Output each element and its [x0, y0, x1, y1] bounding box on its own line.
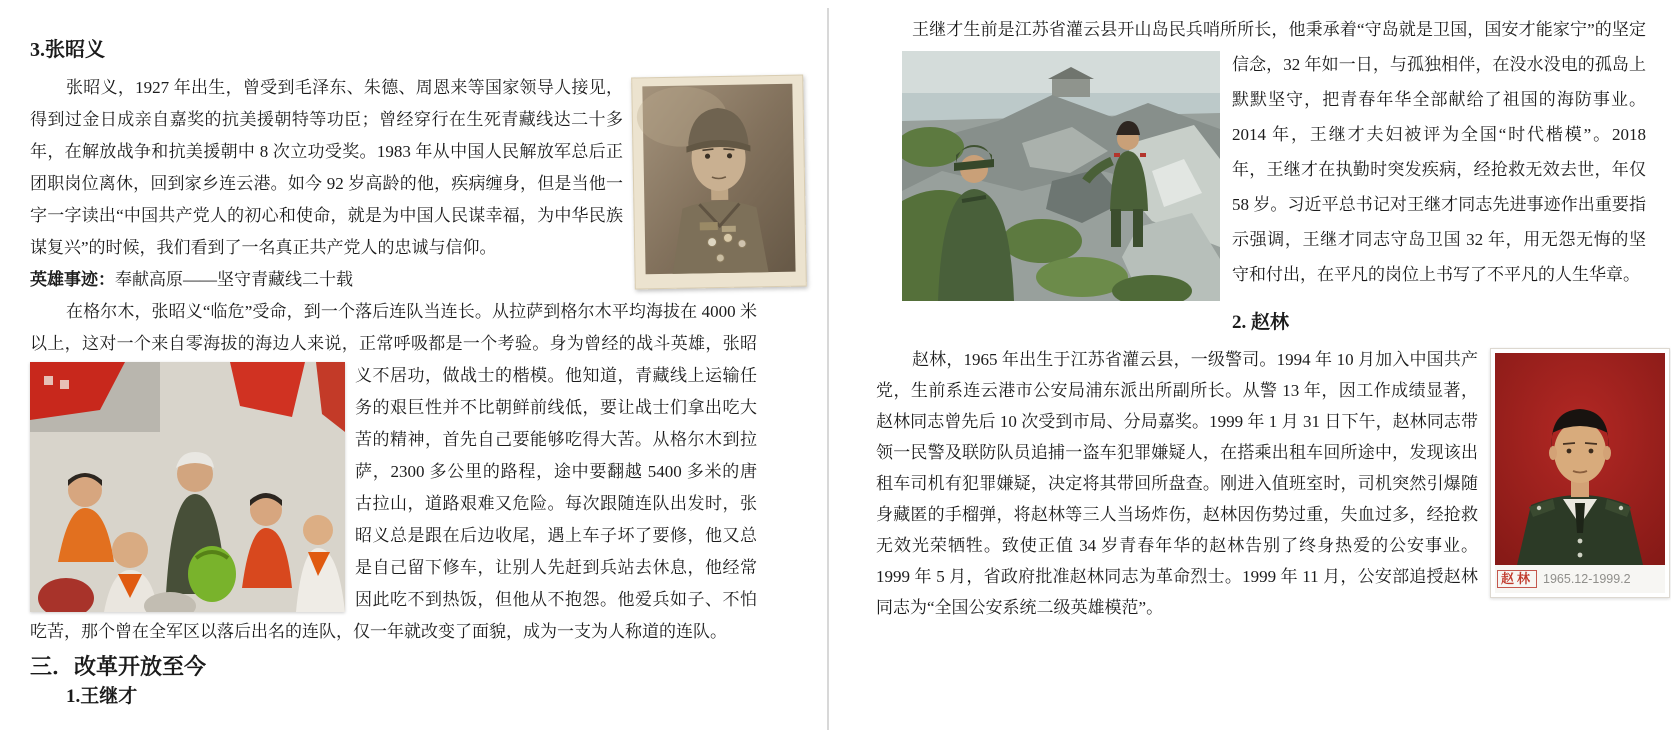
- zhang-story-text-b: 张昭义不居功，做战士的楷模。他知道，青藏线上运输任务的艰巨性并不比朝鲜前线低，要让战士们拿出吃大苦的精神，首先自己要能够吃得大苦。从格尔木到拉萨，2300 多公里的路程，途中要翻越 5400 多米的唐古拉山，道路艰难又危险。每次跟随连队出发时，张昭义总是跟在后边收尾，遇上车子坏了要修，他又总是自己留下修车，让别人先赶到兵站去休息，他经常因此吃不到热饭，但他从不抱怨。他爱兵如子、不怕吃苦，那个曾在全军区以落后出名的连队，仅一年就改变了面貌，成为一支为人称道的连队。: [30, 334, 758, 641]
- wang-para-text-a: 王继才生前是江苏省灌云县开山岛民兵哨所所长，他秉承着“守岛就是卫国，国安才: [912, 20, 1536, 39]
- zhang-with-children-photo: [30, 362, 345, 612]
- subheading-wang-jicai: 1.王继才: [66, 686, 138, 707]
- wang-jicai-paragraph: [876, 12, 1646, 292]
- zhang-intro-paragraph: [30, 72, 757, 264]
- page-left: [30, 36, 757, 710]
- zhang-story-text-a: 在格尔木，张昭义“临危”受命，到一个落后连队当连长。从拉萨到格尔木平均海拔在 4000 米以上，这对一个来自零海拔的海边人来说，正常呼吸都是一个考验。身为曾经的战斗英雄，: [30, 302, 757, 353]
- zhao-lin-caption-dates: 1965.12-1999.2: [1543, 572, 1631, 586]
- page-divider: [827, 8, 829, 730]
- zhao-lin-paragraph: [876, 344, 1646, 623]
- subheading-zhao-lin: 2. 赵林: [1232, 312, 1290, 333]
- zhang-intro-text: 张昭义，1927 年出生，曾受到毛泽东、朱德、周恩来等国家领导人接见，得到过金日成亲自嘉奖的抗美援朝特等功臣；曾经穿行在生死青藏线达二十多年，在解放战争和抗美援朝中 8 次立功受奖。1983 年从中国人民解放军总后正团职岗位离休，回到家乡连云港。如今 92 岁高龄的他，疾病缠身，但是当他一字一字读出“中国共产党人的初心和使命，就是为中国人民谋幸福，为中华民族谋复兴”的时候，我们看到了一名真正共产党人的忠诚与信仰。: [30, 78, 623, 257]
- wang-jicai-island-photo: [902, 51, 1220, 301]
- zhang-story-paragraph: [30, 296, 757, 648]
- zhang-with-children-art: [30, 362, 345, 612]
- zhao-lin-caption-name: 赵林: [1497, 570, 1537, 588]
- section-heading-reform-era: 三．改革开放至今: [30, 654, 207, 679]
- section-heading-zhang-zhaoyi: 3.张昭义: [30, 39, 105, 61]
- wang-jicai-island-art: [902, 51, 1220, 301]
- zhao-lin-photo-caption: [1495, 565, 1665, 593]
- zhao-lin-portrait-art: [1495, 353, 1665, 565]
- hero-deeds-label: 英雄事迹：: [30, 270, 115, 289]
- hero-deeds-title: 奉献高原——坚守青藏线二十载: [115, 270, 353, 289]
- wang-para-text-b: 能家宁”的坚定信念，32 年如一日，与孤独相伴，在没水没电的孤岛上默默坚守，把青春年华全部献给了祖国的海防事业。2014 年，王继才夫妇被评为全国“时代楷模”。2018 年，王继才在执勤时突发疾病，经抢救无效去世，年仅 58 岁。习近平总书记对王继才同志先进事迹作出重要指示强调，王继才同志守岛卫国 32 年，用无怨无悔的坚守和付出，在平凡的岗位上书写了不平凡的人生华章。: [1232, 20, 1646, 284]
- zhang-zhaoyi-portrait-art: [631, 75, 807, 290]
- zhao-para-text: 赵林，1965 年出生于江苏省灌云县，一级警司。1994 年 10 月加入中国共产党，生前系连云港市公安局浦东派出所副所长。从警 13 年，因工作成绩显著，赵林同志曾先后 10 次受到市局、分局嘉奖。1999 年 1 月 31 日下午，赵林同志带领一民警及联防队员追捕一盗车犯罪嫌疑人，在搭乘出租车回所途中，发现该出租车司机有犯罪嫌疑，决定将其带回所盘查。刚进入值班室时，司机突然引爆随身藏匿的手榴弹，将赵林等三人当场炸伤，赵林因伤势过重，失血过多，经抢救无效光荣牺牲。致使正值 34 岁青春年华的赵林告别了终身热爱的公安事业。1999 年 5 月，省政府批准赵林同志为革命烈士。1999 年 11 月，公安部追授赵林同志为“全国公安系统二级英雄模范”。: [876, 350, 1478, 617]
- zhao-lin-portrait-photo: [1490, 348, 1670, 598]
- page-right: [876, 12, 1646, 623]
- zhang-zhaoyi-portrait-photo: [631, 75, 807, 290]
